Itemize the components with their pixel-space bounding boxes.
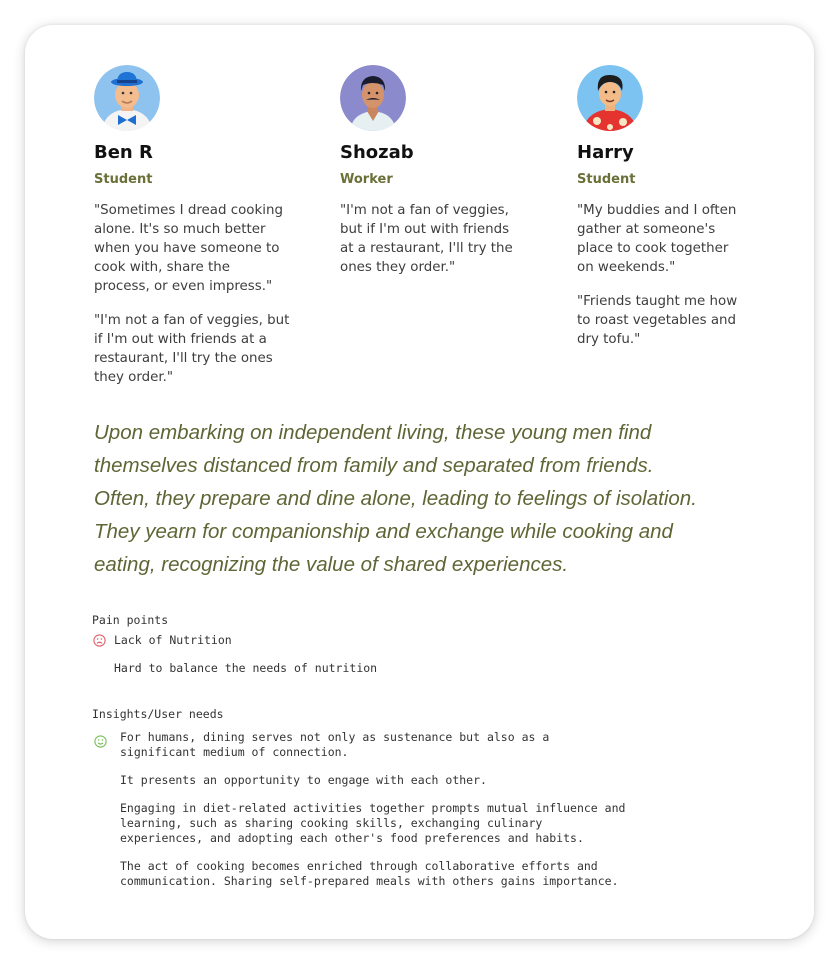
avatar-ben (94, 65, 160, 131)
persona-card (25, 25, 814, 939)
persona-role: Worker (340, 172, 393, 187)
pain-point-title: Lack of Nutrition (114, 633, 232, 647)
pain-points-label: Pain points (92, 613, 169, 627)
persona-role: Student (577, 172, 636, 187)
sad-face-icon (93, 634, 106, 647)
persona-ben (94, 65, 299, 387)
insight-item: Engaging in diet-related activities together prompts mutual influence and learning, such as sharing cooking skills, exchanging culinary experiences, and adopting each other's food preferences and habits. (120, 801, 626, 845)
insights-label: Insights/User needs (92, 707, 224, 721)
persona-name: Shozab (340, 142, 414, 163)
insight-item: It presents an opportunity to engage with each other. (120, 773, 487, 787)
persona-shozab (340, 65, 545, 277)
pain-point-item (93, 633, 232, 647)
insight-item: For humans, dining serves not only as sustenance but also as a significant medium of connection. (120, 730, 550, 759)
persona-quote: "Friends taught me how to roast vegetables and dry tofu." (577, 294, 738, 347)
avatar-shozab (340, 65, 406, 131)
persona-role: Student (94, 172, 153, 187)
smile-face-icon (94, 733, 107, 746)
persona-quote: "My buddies and I often gather at someone's place to cook together on weekends." (577, 203, 737, 275)
avatar-harry (577, 65, 643, 131)
persona-harry (577, 65, 782, 349)
summary-statement: Upon embarking on independent living, these young men find themselves distanced from family and separated from friends. Often, they prepare and dine alone, leading to feelings of isolation. They yearn for companionship and exchange while cooking and eating, recognizing the value of shared experiences. (94, 421, 697, 576)
pain-point-detail: Hard to balance the needs of nutrition (114, 661, 378, 675)
insight-item: The act of cooking becomes enriched through collaborative efforts and communication. Sharing self-prepared meals with others gains importance. (120, 859, 619, 888)
persona-name: Ben R (94, 142, 153, 163)
persona-quote: "I'm not a fan of veggies, but if I'm out with friends at a restaurant, I'll try the ones they order." (340, 203, 513, 275)
persona-name: Harry (577, 142, 634, 163)
persona-quote: "I'm not a fan of veggies, but if I'm out with friends at a restaurant, I'll try the ones they order." (94, 313, 290, 385)
persona-quote: "Sometimes I dread cooking alone. It's so much better when you have someone to cook with, share the process, or even impress." (94, 203, 283, 294)
